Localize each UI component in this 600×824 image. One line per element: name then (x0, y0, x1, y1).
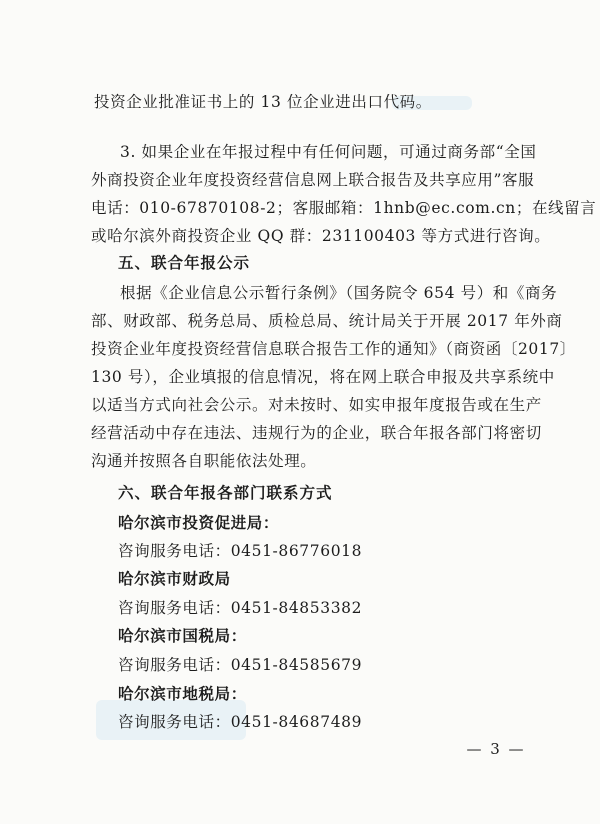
contact-phone: 咨询服务电话：0451-84585679 (118, 656, 363, 674)
paragraph-line: 以适当方式向社会公示。对未按时、如实申报年度报告或在生产 (91, 396, 542, 414)
paragraph-line: 电话：010-67870108-2；客服邮箱：1hnb@ec.com.cn；在线留言 (91, 199, 597, 217)
paragraph-line: 经营活动中存在违法、违规行为的企业，联合年报各部门将密切 (91, 424, 542, 442)
section-heading-6: 六、联合年报各部门联系方式 (118, 484, 333, 502)
contact-department: 哈尔滨市投资促进局： (118, 513, 280, 532)
contact-phone: 咨询服务电话：0451-86776018 (118, 542, 363, 560)
paragraph-line: 根据《企业信息公示暂行条例》（国务院令 654 号）和《商务 (120, 284, 558, 302)
paragraph-line: 沟通并按照各自职能依法处理。 (91, 452, 317, 470)
section-heading-5: 五、联合年报公示 (118, 254, 251, 272)
contact-department: 哈尔滨市国税局： (118, 626, 247, 645)
page-number: — 3 — (466, 740, 526, 758)
text-line: 投资企业批准证书上的 13 位企业进出口代码。 (94, 93, 432, 111)
paragraph-line: 或哈尔滨外商投资企业 QQ 群：231100403 等方式进行咨询。 (91, 227, 551, 245)
contact-department: 哈尔滨市地税局： (118, 684, 247, 703)
paragraph-line: 130 号），企业填报的信息情况，将在网上联合申报及共享系统中 (91, 368, 555, 386)
contact-phone: 咨询服务电话：0451-84853382 (118, 599, 363, 617)
contact-phone: 咨询服务电话：0451-84687489 (118, 713, 363, 731)
paragraph-line: 部、财政部、税务总局、质检总局、统计局关于开展 2017 年外商 (91, 312, 563, 330)
paragraph-line: 3. 如果企业在年报过程中有任何问题，可通过商务部“全国 (120, 143, 537, 161)
contact-department: 哈尔滨市财政局 (118, 569, 231, 588)
paragraph-line: 外商投资企业年度投资经营信息网上联合报告及共享应用”客服 (91, 171, 535, 189)
paragraph-line: 投资企业年度投资经营信息联合报告工作的通知》（商资函〔2017〕 (91, 340, 576, 358)
